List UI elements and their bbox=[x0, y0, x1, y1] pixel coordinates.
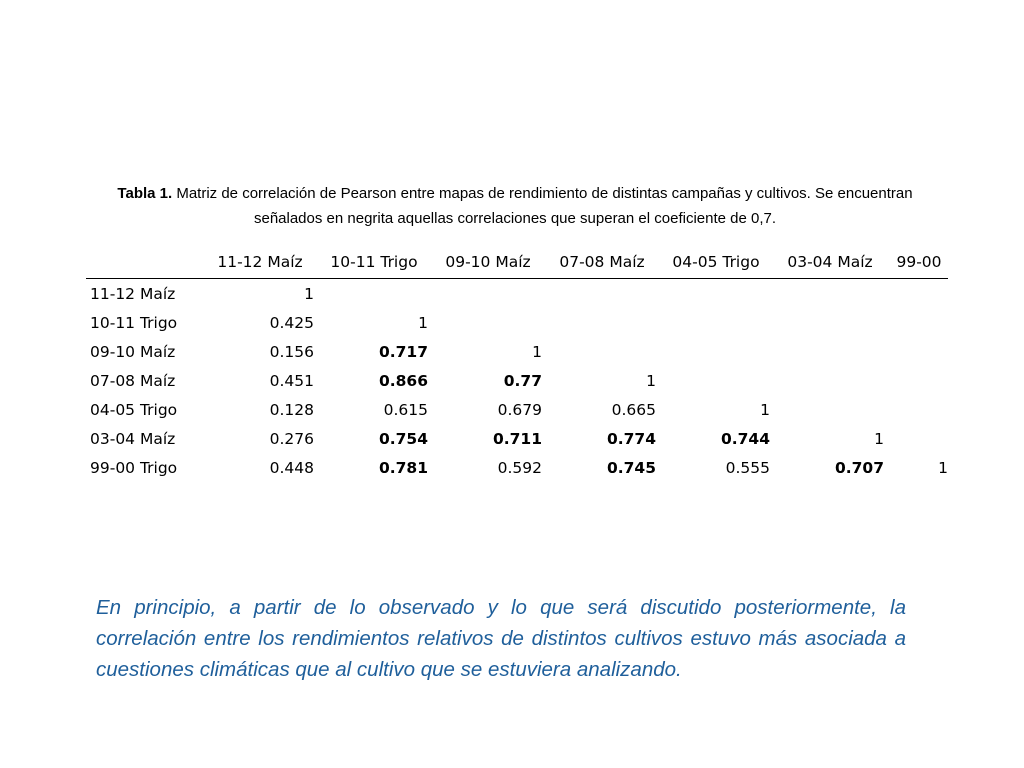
row-header: 07-08 Maíz bbox=[90, 371, 176, 390]
row-header: 09-10 Maíz bbox=[90, 342, 176, 361]
correlation-cell bbox=[770, 337, 884, 366]
correlation-cell: 0.592 bbox=[497, 458, 542, 477]
correlation-cell-highlighted: 0.774 bbox=[606, 429, 656, 448]
row-header: 04-05 Trigo bbox=[90, 400, 178, 419]
correlation-cell bbox=[770, 308, 884, 337]
caption-text: Matriz de correlación de Pearson entre mapas de rendimiento de distintas campañas y cultivos. Se encuentran señalados en negrita aquellas correlaciones que superan el coeficiente de 0,7. bbox=[176, 185, 913, 227]
correlation-cell: 1 bbox=[760, 400, 770, 419]
correlation-cell bbox=[770, 279, 884, 309]
correlation-cell: 0.425 bbox=[269, 313, 314, 332]
column-header: 11-12 Maíz bbox=[200, 246, 314, 279]
correlation-cell bbox=[884, 308, 948, 337]
table-row bbox=[86, 337, 948, 366]
correlation-cell bbox=[884, 395, 948, 424]
correlation-cell: 1 bbox=[418, 313, 428, 332]
correlation-cell: 0.156 bbox=[269, 342, 314, 361]
caption-label: Tabla 1. bbox=[117, 185, 173, 202]
correlation-cell bbox=[542, 279, 656, 309]
correlation-cell: 0.448 bbox=[269, 458, 314, 477]
table-caption bbox=[90, 181, 940, 231]
correlation-cell bbox=[314, 279, 428, 309]
correlation-cell-highlighted: 0.866 bbox=[378, 371, 428, 390]
correlation-cell bbox=[656, 337, 770, 366]
column-header: 99-00 bbox=[884, 246, 948, 279]
conclusion-paragraph: En principio, a partir de lo observado y lo que será discutido posteriormente, la correlación entre los rendimientos relativos de distintos cultivos estuvo más asociada a cuestiones climáticas que al cultivo que se estuviera analizando. bbox=[96, 596, 906, 681]
correlation-cell bbox=[656, 308, 770, 337]
correlation-cell bbox=[428, 308, 542, 337]
column-header: 10-11 Trigo bbox=[314, 246, 428, 279]
correlation-cell: 1 bbox=[874, 429, 884, 448]
table-row bbox=[86, 395, 948, 424]
table-row bbox=[86, 424, 948, 453]
correlation-cell: 0.665 bbox=[611, 400, 656, 419]
correlation-cell bbox=[770, 395, 884, 424]
correlation-cell: 0.679 bbox=[497, 400, 542, 419]
correlation-cell bbox=[884, 337, 948, 366]
correlation-cell-highlighted: 0.77 bbox=[503, 371, 542, 390]
column-header: 09-10 Maíz bbox=[428, 246, 542, 279]
correlation-cell bbox=[656, 279, 770, 309]
column-header: 03-04 Maíz bbox=[770, 246, 884, 279]
row-header: 10-11 Trigo bbox=[90, 313, 178, 332]
row-header: 99-00 Trigo bbox=[90, 458, 178, 477]
row-header: 11-12 Maíz bbox=[90, 284, 176, 303]
correlation-cell-highlighted: 0.745 bbox=[606, 458, 656, 477]
table-body bbox=[86, 279, 948, 483]
table-corner-cell bbox=[86, 246, 200, 279]
column-header: 04-05 Trigo bbox=[656, 246, 770, 279]
correlation-cell: 0.555 bbox=[725, 458, 770, 477]
correlation-cell bbox=[884, 279, 948, 309]
correlation-cell bbox=[770, 366, 884, 395]
correlation-cell: 1 bbox=[938, 458, 948, 477]
correlation-cell bbox=[542, 308, 656, 337]
table-row bbox=[86, 453, 948, 482]
correlation-cell bbox=[884, 424, 948, 453]
table-row bbox=[86, 366, 948, 395]
correlation-cell: 1 bbox=[532, 342, 542, 361]
correlation-matrix-table bbox=[86, 246, 948, 482]
correlation-cell-highlighted: 0.711 bbox=[492, 429, 542, 448]
correlation-cell bbox=[428, 279, 542, 309]
correlation-cell: 0.451 bbox=[269, 371, 314, 390]
correlation-cell: 0.615 bbox=[383, 400, 428, 419]
table-header-row bbox=[86, 246, 948, 279]
correlation-cell: 0.128 bbox=[269, 400, 314, 419]
correlation-cell bbox=[884, 366, 948, 395]
row-header: 03-04 Maíz bbox=[90, 429, 176, 448]
table-row bbox=[86, 308, 948, 337]
correlation-cell: 1 bbox=[646, 371, 656, 390]
correlation-cell-highlighted: 0.781 bbox=[378, 458, 428, 477]
correlation-cell: 1 bbox=[304, 284, 314, 303]
correlation-cell-highlighted: 0.717 bbox=[378, 342, 428, 361]
correlation-cell-highlighted: 0.744 bbox=[720, 429, 770, 448]
table-row bbox=[86, 279, 948, 309]
correlation-cell bbox=[542, 337, 656, 366]
correlation-cell: 0.276 bbox=[269, 429, 314, 448]
correlation-cell-highlighted: 0.754 bbox=[378, 429, 428, 448]
correlation-cell bbox=[656, 366, 770, 395]
correlation-cell-highlighted: 0.707 bbox=[834, 458, 884, 477]
column-header: 07-08 Maíz bbox=[542, 246, 656, 279]
